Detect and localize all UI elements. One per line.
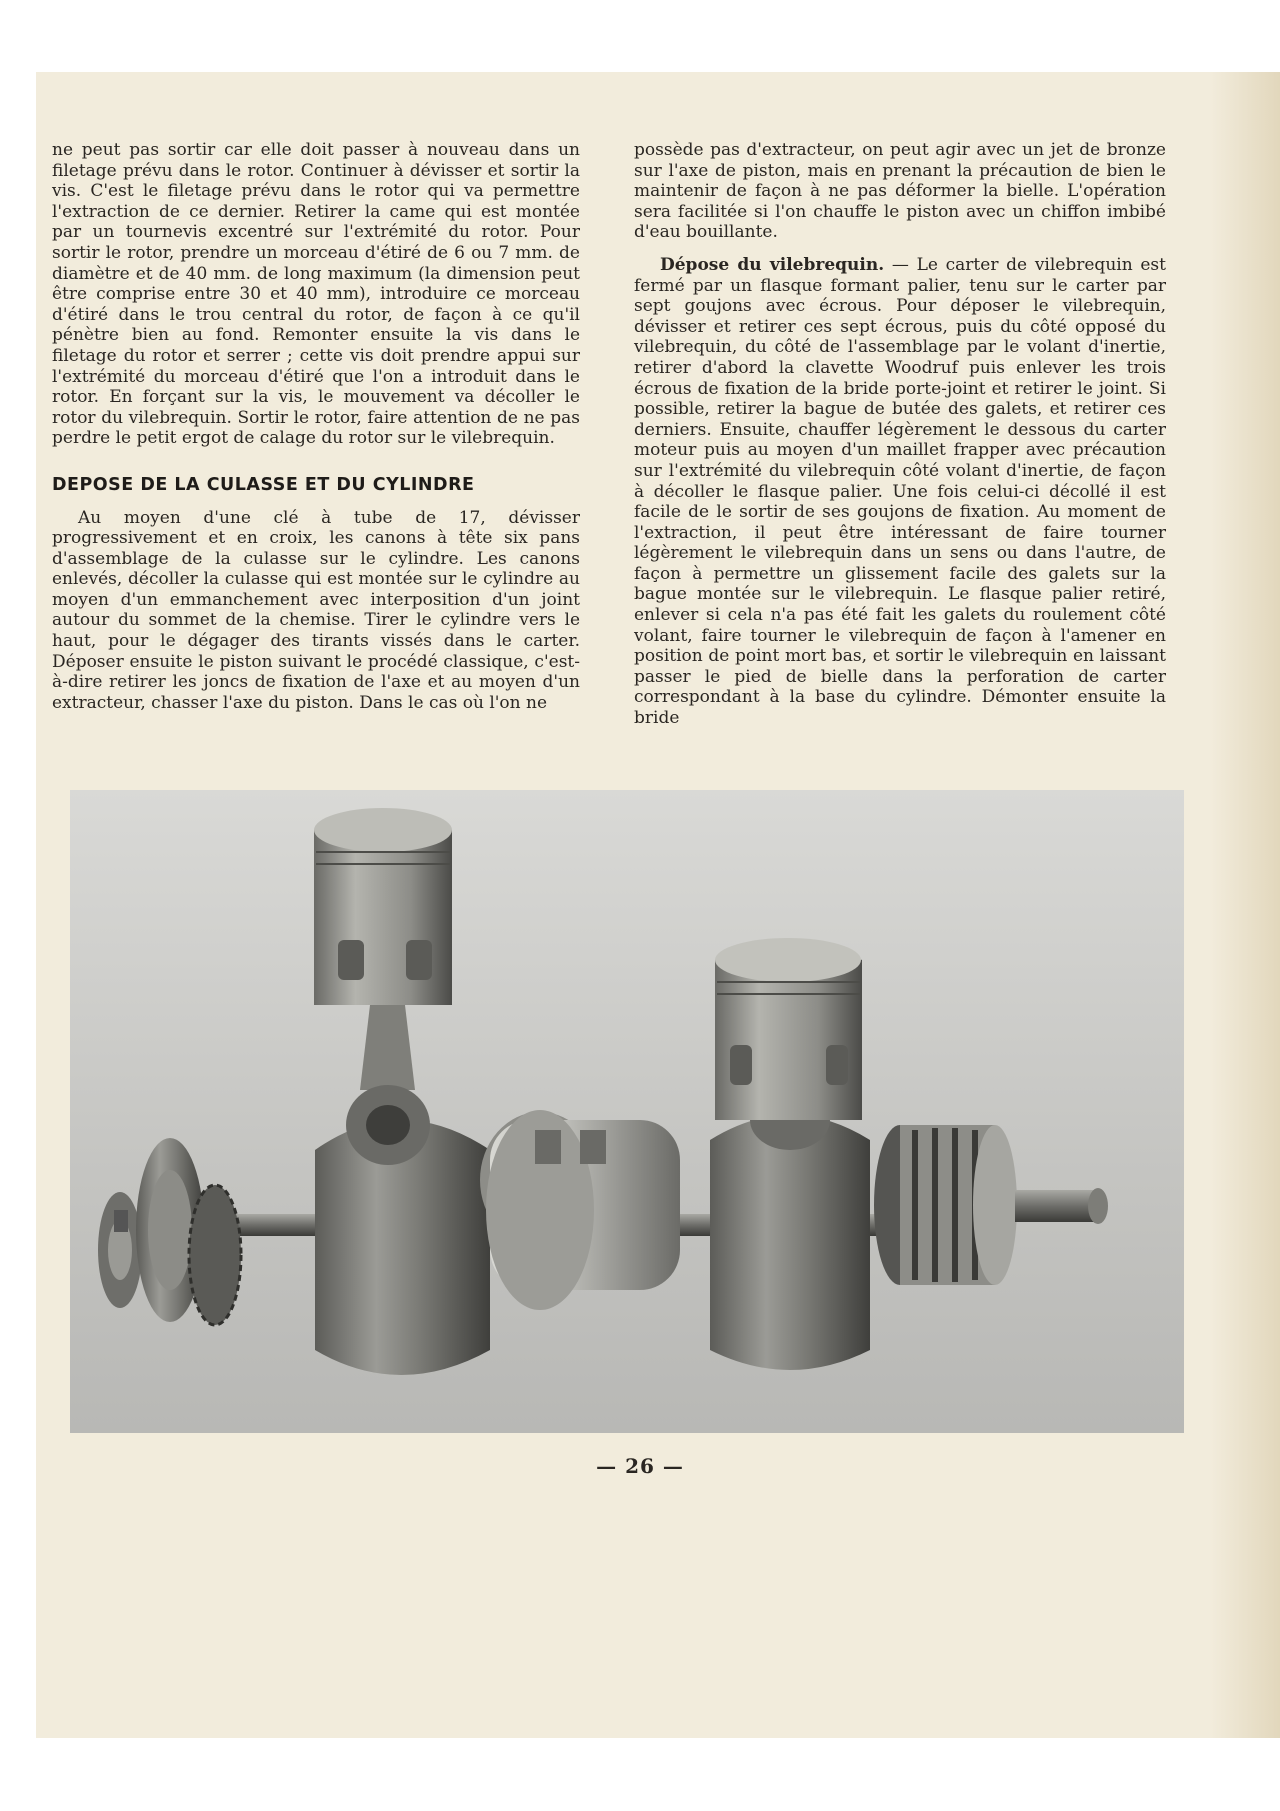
left-column — [52, 140, 580, 713]
vilebrequin-subheading: Dépose du vilebrequin. — [660, 254, 885, 275]
page-number: — 26 — — [596, 1454, 684, 1478]
crankshaft-photo — [70, 790, 1184, 1433]
left-paragraph-2: Au moyen d'une clé à tube de 17, dévisser progressivement et en croix, les canons à tête six pans d'assemblage de la culasse sur le cylindre. Les canons enlevés, décoller la culasse qui est montée sur le cylindre au moyen d'un emmanchement avec interposition d'un joint autour du sommet de la chemise. Tirer le cylindre vers le haut, pour le dégager des tirants vissés dans le carter. Déposer ensuite le piston suivant le procédé classique, c'est-à-dire retirer les joncs de fixation de l'axe et au moyen d'un extracteur, chasser l'axe du piston. Dans le cas où l'on ne — [52, 507, 580, 713]
crankshaft-illustration — [70, 790, 1184, 1433]
section-heading: DEPOSE DE LA CULASSE ET DU CYLINDRE — [52, 474, 475, 495]
page-edge-shadow — [1210, 72, 1280, 1738]
right-paragraph-2-text: — Le carter de vilebrequin est fermé par un flasque formant palier, tenu sur le carter par sept goujons avec écrous. Pour déposer le vilebrequin, dévisser et retirer ces sept écrous, puis du côté opposé du vilebrequin, du côté de l'assemblage par le volant d'inertie, retirer d'abord la clavette Woodruf puis enlever les trois écrous de fixation de la bride porte-joint et retirer le joint. Si possible, retirer la bague de butée des galets, et retirer ces derniers. Ensuite, chauffer légèrement le dessous du carter moteur puis au moyen d'un maillet frapper avec précaution sur l'extrémité du vilebrequin côté volant d'inertie, de façon à décoller le flasque palier. Une fois celui-ci décollé il est facile de le sortir de ses goujons de fixation. Au moment de l'extraction, il peut être intéressant de faire tourner légèrement le vilebrequin dans un sens ou dans l'autre, de façon à permettre un glissement facile des galets sur la bague montée sur le vilebrequin. Le flasque palier retiré, enlever si cela n'a pas été fait les galets du roulement côté volant, faire tourner le vilebrequin de façon à l'amener en position de point mort bas, et sortir le vilebrequin en laissant passer le pied de bielle dans la perforation de carter correspondant à la base du cylindre. Démonter ensuite la bride — [634, 254, 1166, 729]
right-paragraph-2 — [634, 255, 1166, 729]
right-crank-web — [710, 1115, 870, 1370]
left-paragraph-1: ne peut pas sortir car elle doit passer à nouveau dans un filetage prévu dans le rotor. Continuer à dévisser et sortir la vis. C'est le filetage prévu dans le rotor qui va permettre l'extraction de ce dernier. Retirer la came qui est montée par un tournevis excentré sur l'extrémité du rotor. Pour sortir le rotor, prendre un morceau d'étiré de 6 ou 7 mm. de diamètre et de 40 mm. de long maximum (la dimension peut être comprise entre 30 et 40 mm), introduire ce morceau d'étiré dans le trou central du rotor, de façon à ce qu'il pénètre bien au fond. Remonter ensuite la vis dans le filetage du rotor et serrer ; cette vis doit prendre appui sur l'extrémité du morceau d'étiré que l'on a introduit dans le rotor. En forçant sur la vis, le mouvement va décoller le rotor du vilebrequin. Sortir le rotor, faire attention de ne pas perdre le petit ergot de calage du rotor sur le vilebrequin. — [52, 140, 580, 449]
right-column — [634, 140, 1166, 729]
right-paragraph-1: possède pas d'extracteur, on peut agir avec un jet de bronze sur l'axe de piston, mais en prenant la précaution de bien le maintenir de façon à ne pas déformer la bielle. L'opération sera facilitée si l'on chauffe le piston avec un chiffon imbibé d'eau bouillante. — [634, 140, 1166, 243]
